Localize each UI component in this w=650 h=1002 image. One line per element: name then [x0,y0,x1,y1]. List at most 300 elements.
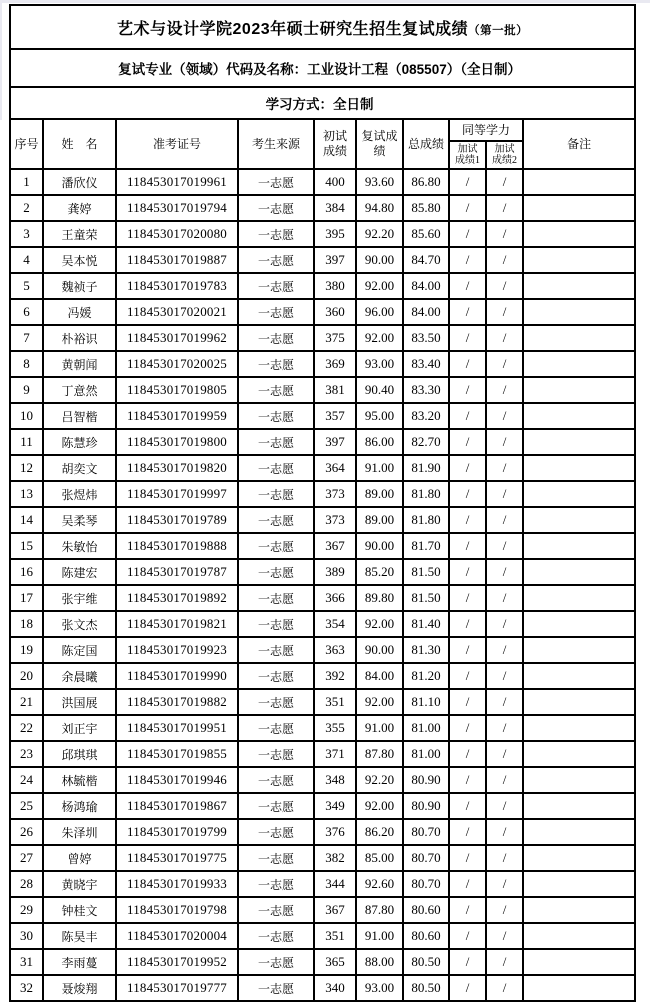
table-row [10,377,635,403]
cell-initial-score: 400 [314,169,356,195]
cell-no: 31 [10,949,43,975]
cell-exam-id: 118453017020021 [116,299,238,325]
cell-exam-id: 118453017019962 [116,325,238,351]
cell-exam-id: 118453017019775 [116,845,238,871]
cell-no: 10 [10,403,43,429]
cell-source: 一志愿 [238,949,314,975]
cell-retest-score: 90.00 [356,637,403,663]
cell-extra-score-2: / [486,325,523,351]
cell-remarks [523,715,635,741]
cell-no: 3 [10,221,43,247]
cell-extra-score-2: / [486,819,523,845]
cell-extra-score-2: / [486,351,523,377]
table-row [10,585,635,611]
cell-remarks [523,949,635,975]
cell-retest-score: 89.80 [356,585,403,611]
cell-extra-score-2: / [486,455,523,481]
cell-extra-score-2: / [486,689,523,715]
cell-name: 聂焌翔 [43,975,116,1001]
cell-total-score: 81.80 [403,481,449,507]
cell-name: 魏祯子 [43,273,116,299]
cell-extra-score-1: / [449,403,486,429]
cell-initial-score: 351 [314,689,356,715]
cell-extra-score-1: / [449,507,486,533]
cell-remarks [523,507,635,533]
cell-no: 1 [10,169,43,195]
cell-retest-score: 92.20 [356,221,403,247]
cell-source: 一志愿 [238,299,314,325]
cell-retest-score: 92.00 [356,273,403,299]
cell-source: 一志愿 [238,221,314,247]
cell-total-score: 81.20 [403,663,449,689]
cell-remarks [523,299,635,325]
cell-no: 15 [10,533,43,559]
cell-no: 5 [10,273,43,299]
header-total-score: 总成绩 [403,119,449,169]
study-mode-line: 学习方式：全日制 [10,87,635,119]
header-equivalent-edu: 同等学力 [449,119,523,141]
cell-source: 一志愿 [238,871,314,897]
cell-no: 7 [10,325,43,351]
header-initial-score-label: 初试成绩 [322,129,347,158]
table-row [10,793,635,819]
cell-remarks [523,247,635,273]
cell-extra-score-1: / [449,871,486,897]
cell-source: 一志愿 [238,403,314,429]
cell-name: 丁意然 [43,377,116,403]
cell-no: 13 [10,481,43,507]
header-exam-id: 准考证号 [116,119,238,169]
cell-exam-id: 118453017020025 [116,351,238,377]
cell-source: 一志愿 [238,611,314,637]
table-header-row-1 [10,119,635,141]
cell-extra-score-1: / [449,819,486,845]
cell-total-score: 84.00 [403,273,449,299]
cell-name: 黄晓宇 [43,871,116,897]
cell-remarks [523,611,635,637]
cell-total-score: 80.50 [403,975,449,1001]
table-row [10,663,635,689]
cell-retest-score: 89.00 [356,481,403,507]
cell-no: 19 [10,637,43,663]
cell-total-score: 81.70 [403,533,449,559]
table-row [10,533,635,559]
cell-initial-score: 344 [314,871,356,897]
cell-extra-score-2: / [486,481,523,507]
header-name: 姓 名 [43,119,116,169]
cell-no: 11 [10,429,43,455]
cell-total-score: 81.00 [403,715,449,741]
cell-initial-score: 397 [314,247,356,273]
cell-name: 洪国展 [43,689,116,715]
cell-retest-score: 93.00 [356,975,403,1001]
cell-no: 6 [10,299,43,325]
cell-extra-score-1: / [449,273,486,299]
cell-no: 16 [10,559,43,585]
cell-name: 张煜炜 [43,481,116,507]
cell-initial-score: 380 [314,273,356,299]
cell-extra-score-1: / [449,637,486,663]
table-row [10,871,635,897]
cell-source: 一志愿 [238,767,314,793]
cell-no: 8 [10,351,43,377]
cell-exam-id: 118453017019892 [116,585,238,611]
cell-extra-score-1: / [449,663,486,689]
table-row [10,741,635,767]
cell-exam-id: 118453017019952 [116,949,238,975]
cell-retest-score: 94.80 [356,195,403,221]
cell-no: 18 [10,611,43,637]
cell-retest-score: 91.00 [356,455,403,481]
cell-remarks [523,403,635,429]
cell-no: 24 [10,767,43,793]
cell-name: 王童荣 [43,221,116,247]
cell-no: 21 [10,689,43,715]
table-row [10,351,635,377]
header-extra-score-2 [486,141,523,169]
cell-extra-score-2: / [486,533,523,559]
cell-name: 胡奕文 [43,455,116,481]
table-row [10,559,635,585]
table-row [10,611,635,637]
cell-source: 一志愿 [238,923,314,949]
cell-source: 一志愿 [238,429,314,455]
cell-exam-id: 118453017019961 [116,169,238,195]
cell-exam-id: 118453017019789 [116,507,238,533]
cell-extra-score-2: / [486,221,523,247]
cell-exam-id: 118453017019799 [116,819,238,845]
cell-retest-score: 90.00 [356,533,403,559]
table-row [10,767,635,793]
cell-initial-score: 376 [314,819,356,845]
cell-no: 14 [10,507,43,533]
cell-total-score: 83.30 [403,377,449,403]
table-row [10,819,635,845]
table-row [10,273,635,299]
cell-total-score: 82.70 [403,429,449,455]
cell-initial-score: 360 [314,299,356,325]
cell-extra-score-2: / [486,975,523,1001]
cell-source: 一志愿 [238,351,314,377]
cell-name: 陈建宏 [43,559,116,585]
cell-retest-score: 92.00 [356,689,403,715]
cell-retest-score: 86.20 [356,819,403,845]
cell-total-score: 80.60 [403,897,449,923]
cell-source: 一志愿 [238,741,314,767]
cell-exam-id: 118453017019820 [116,455,238,481]
cell-retest-score: 92.20 [356,767,403,793]
cell-exam-id: 118453017019933 [116,871,238,897]
cell-source: 一志愿 [238,247,314,273]
cell-name: 冯媛 [43,299,116,325]
cell-total-score: 85.60 [403,221,449,247]
cell-extra-score-1: / [449,793,486,819]
cell-name: 张宇维 [43,585,116,611]
cell-exam-id: 118453017019959 [116,403,238,429]
cell-no: 30 [10,923,43,949]
header-remarks: 备注 [523,119,635,169]
table-row [10,949,635,975]
cell-name: 陈昊丰 [43,923,116,949]
cell-initial-score: 369 [314,351,356,377]
cell-source: 一志愿 [238,325,314,351]
cell-name: 刘正宇 [43,715,116,741]
cell-extra-score-1: / [449,767,486,793]
cell-initial-score: 384 [314,195,356,221]
cell-exam-id: 118453017019887 [116,247,238,273]
cell-exam-id: 118453017019783 [116,273,238,299]
cell-name: 张文杰 [43,611,116,637]
table-row [10,221,635,247]
cell-initial-score: 365 [314,949,356,975]
cell-extra-score-2: / [486,949,523,975]
cell-source: 一志愿 [238,585,314,611]
cell-exam-id: 118453017019855 [116,741,238,767]
cell-total-score: 80.50 [403,949,449,975]
header-source: 考生来源 [238,119,314,169]
cell-remarks [523,429,635,455]
cell-initial-score: 349 [314,793,356,819]
cell-no: 27 [10,845,43,871]
cell-total-score: 80.70 [403,819,449,845]
cell-remarks [523,325,635,351]
cell-remarks [523,273,635,299]
cell-exam-id: 118453017019800 [116,429,238,455]
cell-initial-score: 371 [314,741,356,767]
cell-source: 一志愿 [238,507,314,533]
cell-source: 一志愿 [238,793,314,819]
cell-extra-score-1: / [449,533,486,559]
cell-no: 25 [10,793,43,819]
cell-extra-score-2: / [486,923,523,949]
cell-total-score: 84.00 [403,299,449,325]
cell-exam-id: 118453017019777 [116,975,238,1001]
table-row [10,429,635,455]
cell-retest-score: 95.00 [356,403,403,429]
header-extra-score-1-label: 加试成绩1 [455,143,480,166]
cell-name: 邱琪琪 [43,741,116,767]
cell-name: 曾婷 [43,845,116,871]
cell-no: 4 [10,247,43,273]
cell-no: 32 [10,975,43,1001]
cell-extra-score-2: / [486,767,523,793]
cell-remarks [523,533,635,559]
cell-retest-score: 96.00 [356,299,403,325]
cell-remarks [523,377,635,403]
cell-extra-score-2: / [486,611,523,637]
cell-retest-score: 91.00 [356,715,403,741]
cell-total-score: 80.90 [403,793,449,819]
cell-source: 一志愿 [238,845,314,871]
cell-source: 一志愿 [238,559,314,585]
cell-extra-score-2: / [486,299,523,325]
cell-name: 吴柔琴 [43,507,116,533]
cell-name: 龚婷 [43,195,116,221]
cell-extra-score-1: / [449,299,486,325]
cell-remarks [523,221,635,247]
cell-extra-score-1: / [449,585,486,611]
table-row [10,195,635,221]
cell-extra-score-2: / [486,897,523,923]
cell-extra-score-2: / [486,429,523,455]
cell-extra-score-1: / [449,845,486,871]
table-row [10,169,635,195]
cell-total-score: 81.40 [403,611,449,637]
cell-total-score: 81.10 [403,689,449,715]
cell-retest-score: 92.00 [356,793,403,819]
cell-total-score: 83.50 [403,325,449,351]
cell-extra-score-2: / [486,793,523,819]
cell-retest-score: 92.60 [356,871,403,897]
cell-source: 一志愿 [238,533,314,559]
cell-exam-id: 118453017019787 [116,559,238,585]
cell-extra-score-1: / [449,351,486,377]
cell-name: 林毓楷 [43,767,116,793]
cell-extra-score-1: / [449,923,486,949]
cell-name: 吴本悦 [43,247,116,273]
cell-total-score: 80.90 [403,767,449,793]
cell-no: 28 [10,871,43,897]
header-initial-score [314,119,356,169]
cell-extra-score-1: / [449,559,486,585]
cell-extra-score-2: / [486,845,523,871]
cell-total-score: 83.20 [403,403,449,429]
cell-total-score: 85.80 [403,195,449,221]
cell-total-score: 86.80 [403,169,449,195]
cell-remarks [523,637,635,663]
cell-initial-score: 382 [314,845,356,871]
cell-retest-score: 84.00 [356,663,403,689]
cell-initial-score: 357 [314,403,356,429]
cell-remarks [523,481,635,507]
cell-retest-score: 92.00 [356,611,403,637]
header-extra-score-1 [449,141,486,169]
cell-retest-score: 90.40 [356,377,403,403]
cell-remarks [523,351,635,377]
cell-extra-score-1: / [449,741,486,767]
cell-total-score: 80.70 [403,871,449,897]
cell-total-score: 81.30 [403,637,449,663]
cell-initial-score: 366 [314,585,356,611]
cell-total-score: 80.60 [403,923,449,949]
cell-no: 17 [10,585,43,611]
cell-remarks [523,923,635,949]
table-row [10,299,635,325]
cell-no: 9 [10,377,43,403]
cell-initial-score: 395 [314,221,356,247]
cell-source: 一志愿 [238,195,314,221]
cell-source: 一志愿 [238,975,314,1001]
cell-exam-id: 118453017019990 [116,663,238,689]
cell-exam-id: 118453017019867 [116,793,238,819]
cell-retest-score: 87.80 [356,741,403,767]
cell-name: 潘欣仪 [43,169,116,195]
cell-initial-score: 389 [314,559,356,585]
cell-retest-score: 85.20 [356,559,403,585]
cell-source: 一志愿 [238,689,314,715]
cell-source: 一志愿 [238,169,314,195]
cell-name: 吕智楷 [43,403,116,429]
cell-extra-score-1: / [449,169,486,195]
cell-extra-score-2: / [486,377,523,403]
cell-exam-id: 118453017019951 [116,715,238,741]
cell-name: 钟桂文 [43,897,116,923]
cell-exam-id: 118453017019997 [116,481,238,507]
page-left-edge [0,0,2,120]
cell-extra-score-2: / [486,559,523,585]
cell-source: 一志愿 [238,897,314,923]
cell-name: 黄朝闻 [43,351,116,377]
cell-extra-score-2: / [486,247,523,273]
cell-total-score: 81.90 [403,455,449,481]
table-row [10,455,635,481]
cell-exam-id: 118453017019794 [116,195,238,221]
cell-initial-score: 340 [314,975,356,1001]
table-row [10,637,635,663]
table-row [10,897,635,923]
cell-remarks [523,897,635,923]
header-retest-score-label: 复试成绩 [361,129,398,158]
page-title-main: 艺术与设计学院2023年硕士研究生招生复试成绩 [117,20,469,38]
table-row [10,923,635,949]
cell-total-score: 83.40 [403,351,449,377]
cell-name: 朱敏怡 [43,533,116,559]
cell-total-score: 81.00 [403,741,449,767]
cell-remarks [523,741,635,767]
cell-extra-score-1: / [449,481,486,507]
table-row [10,845,635,871]
cell-initial-score: 392 [314,663,356,689]
cell-total-score: 80.70 [403,845,449,871]
major-line: 复试专业（领域）代码及名称：工业设计工程（085507）（全日制） [10,49,635,87]
cell-source: 一志愿 [238,819,314,845]
cell-extra-score-1: / [449,221,486,247]
cell-extra-score-1: / [449,689,486,715]
major-info-row [10,49,635,87]
cell-initial-score: 355 [314,715,356,741]
cell-source: 一志愿 [238,455,314,481]
cell-remarks [523,975,635,1001]
cell-source: 一志愿 [238,715,314,741]
cell-extra-score-1: / [449,715,486,741]
cell-source: 一志愿 [238,637,314,663]
cell-remarks [523,689,635,715]
table-row [10,975,635,1001]
header-no: 序号 [10,119,43,169]
cell-extra-score-1: / [449,429,486,455]
cell-extra-score-2: / [486,715,523,741]
cell-initial-score: 367 [314,533,356,559]
cell-extra-score-2: / [486,169,523,195]
cell-retest-score: 85.00 [356,845,403,871]
table-row [10,689,635,715]
cell-no: 23 [10,741,43,767]
cell-name: 余晨曦 [43,663,116,689]
cell-total-score: 84.70 [403,247,449,273]
cell-name: 李雨蔓 [43,949,116,975]
cell-retest-score: 86.00 [356,429,403,455]
cell-remarks [523,455,635,481]
cell-exam-id: 118453017019946 [116,767,238,793]
cell-extra-score-2: / [486,403,523,429]
page-title-suffix: （第一批） [468,24,529,37]
cell-exam-id: 118453017019821 [116,611,238,637]
cell-source: 一志愿 [238,663,314,689]
cell-initial-score: 351 [314,923,356,949]
cell-extra-score-2: / [486,585,523,611]
cell-source: 一志愿 [238,273,314,299]
cell-extra-score-1: / [449,897,486,923]
